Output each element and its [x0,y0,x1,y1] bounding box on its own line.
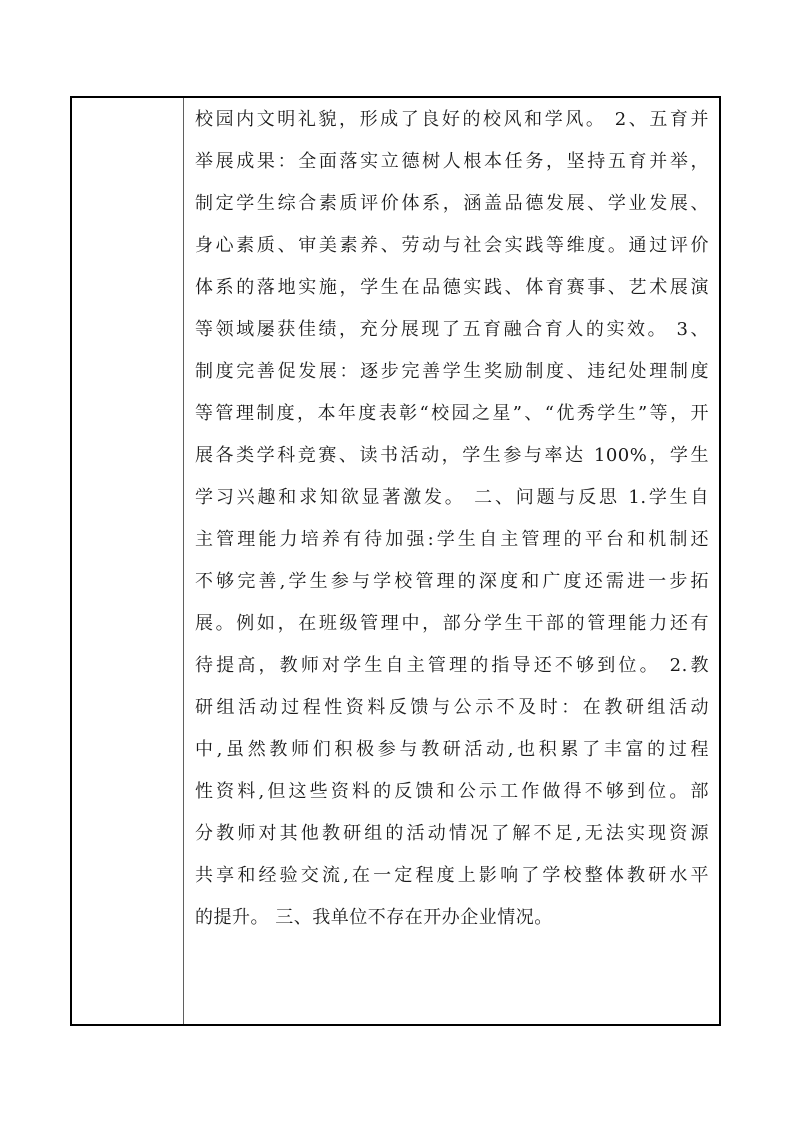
text-line: 待提高，教师对学生自主管理的指导还不够到位。 2.教 [195,655,709,676]
report-table [70,96,721,1026]
text-line: 研组活动过程性资料反馈与公示不及时：在教研组活动 [195,697,709,718]
table-cell-content [184,98,719,1024]
text-line: 制度完善促发展：逐步完善学生奖励制度、违纪处理制度 [195,361,709,382]
text-line: 共享和经验交流,在一定程度上影响了学校整体教研水平 [195,865,709,886]
text-line: 的提升。 三、我单位不存在开办企业情况。 [195,907,553,928]
text-line: 展。例如，在班级管理中，部分学生干部的管理能力还有 [195,613,709,634]
text-line: 中,虽然教师们积极参与教研活动,也积累了丰富的过程 [195,739,709,760]
text-line: 校园内文明礼貌，形成了良好的校风和学风。 2、五育并 [195,109,709,130]
text-line: 不够完善,学生参与学校管理的深度和广度还需进一步拓 [195,571,709,592]
text-line: 举展成果：全面落实立德树人根本任务，坚持五育并举， [195,151,709,172]
text-line: 体系的落地实施，学生在品德实践、体育赛事、艺术展演 [195,277,709,298]
text-line: 性资料,但这些资料的反馈和公示工作做得不够到位。部 [195,781,709,802]
text-line: 学习兴趣和求知欲显著激发。 二、问题与反思 1.学生自 [195,487,709,508]
text-line: 分教师对其他教研组的活动情况了解不足,无法实现资源 [195,823,709,844]
text-line: 主管理能力培养有待加强:学生自主管理的平台和机制还 [195,529,709,550]
text-line: 等管理制度，本年度表彰“校园之星”、“优秀学生”等，开 [195,403,709,424]
text-line: 身心素质、审美素养、劳动与社会实践等维度。通过评价 [195,235,709,256]
text-line: 展各类学科竞赛、读书活动，学生参与率达 100%，学生 [195,445,709,466]
text-line: 等领域屡获佳绩，充分展现了五育融合育人的实效。 3、 [195,319,709,340]
text-line: 制定学生综合素质评价体系，涵盖品德发展、学业发展、 [195,193,709,214]
table-cell-label [72,98,184,1024]
